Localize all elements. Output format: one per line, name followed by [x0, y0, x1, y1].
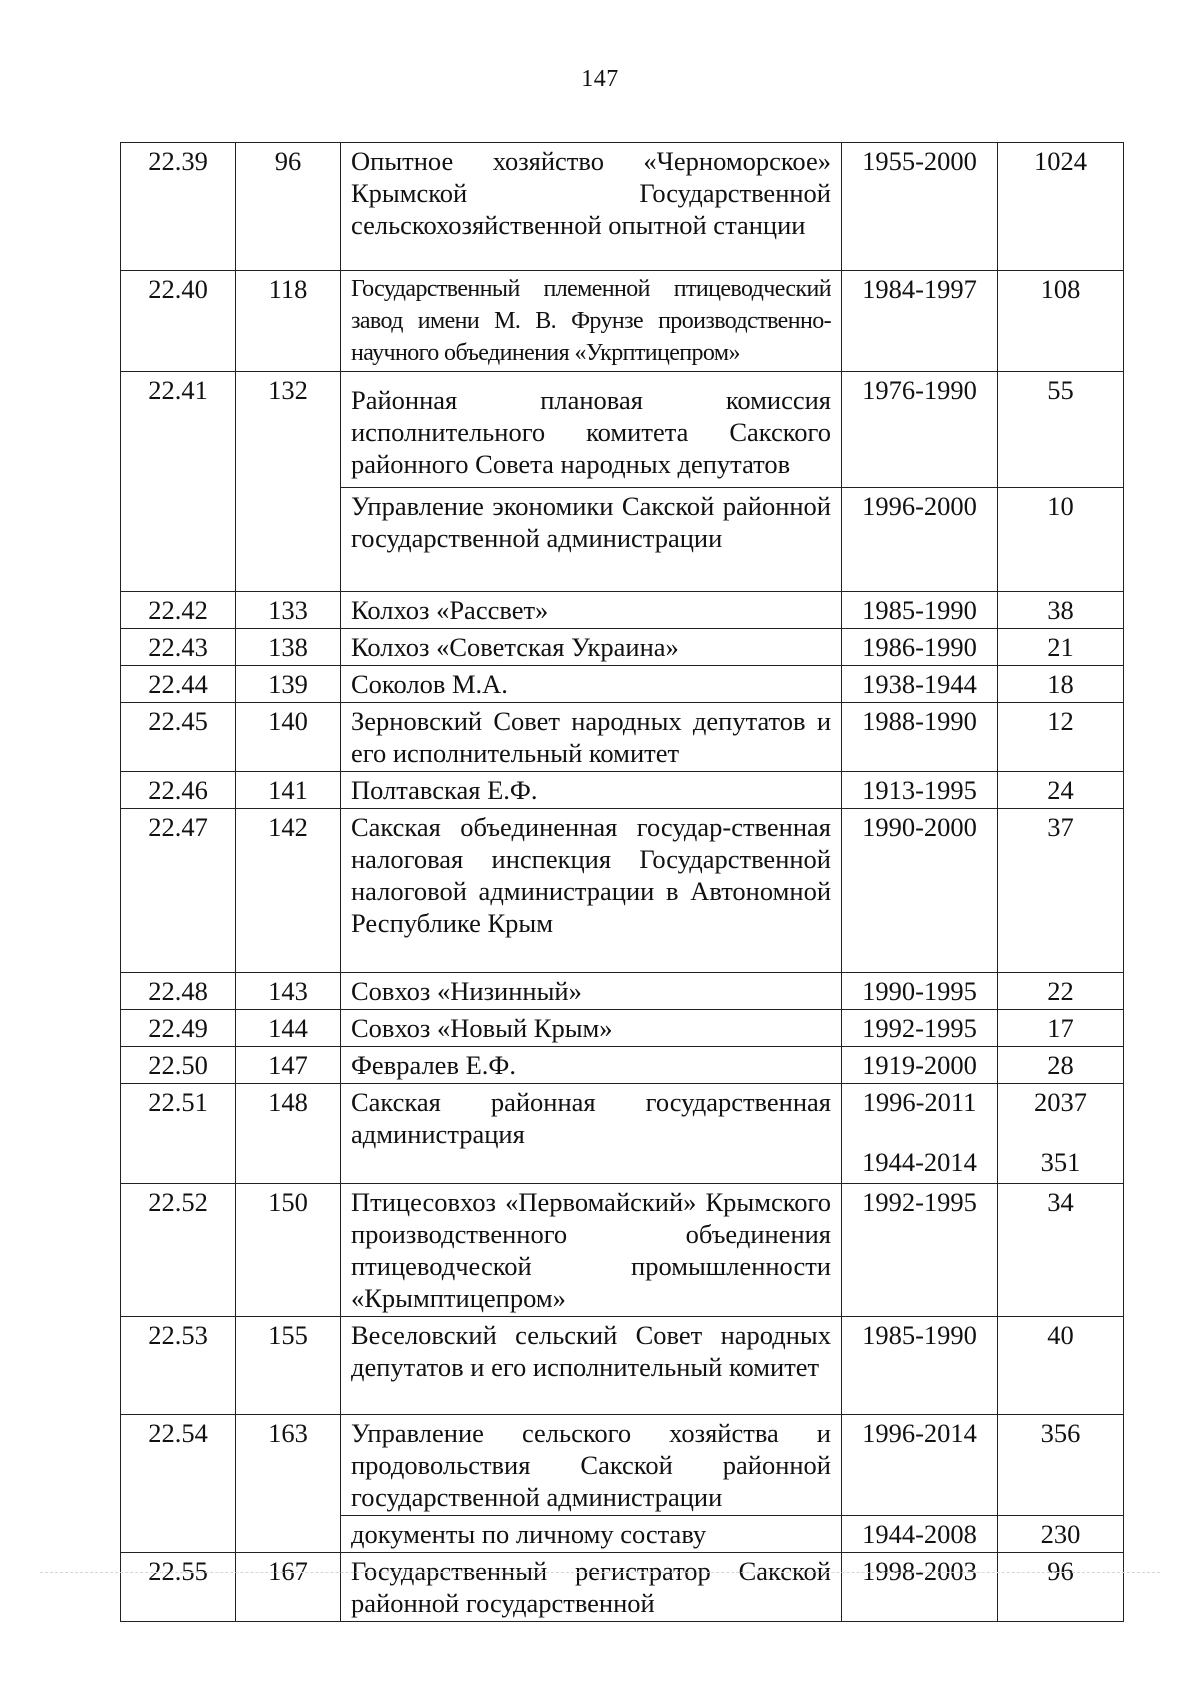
fund-name: Сакская районная государственная администрация [351, 1087, 831, 1149]
fund-number: 148 [268, 1087, 308, 1117]
item-count: 17 [1047, 1013, 1074, 1043]
fund-number: 138 [268, 632, 308, 662]
date-range: 1990-1995 [862, 976, 977, 1006]
table-row [121, 592, 1124, 629]
table-row [121, 1415, 1124, 1516]
item-count: 22 [1047, 976, 1074, 1006]
scan-artifact-divider [40, 1572, 1160, 1573]
table-row [121, 1084, 1124, 1184]
record-number: 22.45 [148, 706, 208, 736]
date-range: 1998-2003 [862, 1556, 977, 1586]
date-range: 1913-1995 [862, 775, 977, 805]
archive-fund-table [120, 142, 1124, 1622]
table-row [121, 271, 1124, 372]
date-range: 1986-1990 [862, 632, 977, 662]
fund-number: 150 [268, 1187, 308, 1217]
fund-number: 96 [274, 146, 302, 176]
record-number: 22.54 [148, 1418, 208, 1448]
record-number: 22.51 [148, 1087, 208, 1117]
fund-number: 143 [268, 976, 308, 1006]
date-range-personnel: 1944-2014 [862, 1147, 977, 1177]
table-row [121, 1010, 1124, 1047]
table-row [121, 666, 1124, 703]
fund-number: 118 [268, 274, 308, 304]
fund-name: Февралев Е.Ф. [351, 1050, 516, 1080]
table-row [121, 1553, 1124, 1622]
fund-name: Сакская объединенная государ-ственная налоговая инспекция Государственной налоговой администрации в Автономной Республике Крым [351, 812, 831, 938]
record-number: 22.41 [148, 375, 208, 405]
item-count: 1024 [1034, 146, 1087, 176]
record-number: 22.43 [148, 632, 208, 662]
date-range [842, 1084, 997, 1178]
date-range: 1984-1997 [862, 274, 977, 304]
fund-name: Государственный регистратор Сакской районной государственной [351, 1556, 831, 1618]
table-row [121, 809, 1124, 973]
fund-number: 155 [268, 1320, 308, 1350]
date-range: 1976-1990 [862, 375, 977, 405]
item-count: 38 [1047, 595, 1074, 625]
item-count-primary: 2037 [1034, 1087, 1087, 1117]
table-row [121, 372, 1124, 488]
record-number: 22.39 [148, 146, 208, 176]
item-count: 24 [1047, 775, 1074, 805]
table-row [121, 772, 1124, 809]
item-count: 34 [1047, 1187, 1074, 1217]
item-count: 12 [1047, 706, 1074, 736]
table-row [121, 1184, 1124, 1317]
record-number: 22.52 [148, 1187, 208, 1217]
item-count [998, 1084, 1123, 1178]
date-range: 1996-2014 [862, 1418, 977, 1448]
date-range: 1992-1995 [862, 1013, 977, 1043]
fund-number: 140 [268, 706, 308, 736]
fund-number: 163 [268, 1418, 308, 1448]
date-range: 1944-2008 [862, 1519, 977, 1549]
date-range: 1919-2000 [862, 1050, 977, 1080]
table-row [121, 703, 1124, 772]
record-number: 22.48 [148, 976, 208, 1006]
item-count: 18 [1047, 669, 1074, 699]
fund-name: Совхоз «Низинный» [351, 976, 582, 1006]
item-count-personnel: 351 [1040, 1147, 1081, 1177]
fund-name: Районная плановая комиссия исполнительного комитета Сакского районного Совета народных депутатов [351, 385, 831, 479]
date-range: 1996-2000 [862, 491, 977, 521]
item-count: 21 [1047, 632, 1074, 662]
record-number: 22.42 [148, 595, 208, 625]
fund-name: Управление экономики Сакской районной государственной администрации [351, 491, 831, 553]
fund-number: 141 [268, 775, 308, 805]
item-count: 40 [1047, 1320, 1074, 1350]
fund-name: документы по личному составу [351, 1519, 707, 1549]
fund-name: Полтавская Е.Ф. [351, 775, 538, 805]
record-number: 22.40 [148, 274, 208, 304]
record-number: 22.46 [148, 775, 208, 805]
fund-name: Веселовский сельский Совет народных депутатов и его исполнительный комитет [351, 1320, 831, 1382]
item-count: 37 [1047, 812, 1074, 842]
fund-name: Совхоз «Новый Крым» [351, 1013, 613, 1043]
table-row [121, 1317, 1124, 1415]
record-number: 22.44 [148, 669, 208, 699]
date-range-primary: 1996-2011 [862, 1087, 977, 1117]
table-row [121, 629, 1124, 666]
item-count: 10 [1047, 491, 1074, 521]
item-count: 55 [1047, 375, 1074, 405]
date-range: 1938-1944 [862, 669, 977, 699]
item-count: 230 [1040, 1519, 1081, 1549]
date-range: 1985-1990 [862, 595, 977, 625]
table-row [121, 1047, 1124, 1084]
record-number: 22.55 [148, 1556, 208, 1586]
fund-name: Зерновский Совет народных депутатов и его исполнительный комитет [351, 706, 831, 768]
record-number: 22.53 [148, 1320, 208, 1350]
record-number: 22.49 [148, 1013, 208, 1043]
fund-number: 144 [268, 1013, 308, 1043]
fund-number: 132 [268, 375, 308, 405]
fund-name: Колхоз «Советская Украина» [351, 632, 679, 662]
fund-name: Управление сельского хозяйства и продовольствия Сакской районной государственной администрации [351, 1418, 831, 1512]
fund-number: 147 [268, 1050, 308, 1080]
fund-number: 142 [268, 812, 308, 842]
fund-number: 139 [268, 669, 308, 699]
fund-name: Колхоз «Рассвет» [351, 595, 549, 625]
item-count: 356 [1040, 1418, 1081, 1448]
fund-number: 167 [268, 1556, 308, 1586]
item-count: 108 [1040, 274, 1081, 304]
fund-name: Птицесовхоз «Первомайский» Крымского производственного объединения птицеводческой промышленности «Крымптицепром» [351, 1187, 831, 1313]
table-row [121, 143, 1124, 271]
fund-number: 133 [268, 595, 308, 625]
record-number: 22.50 [148, 1050, 208, 1080]
date-range: 1988-1990 [862, 706, 977, 736]
date-range: 1990-2000 [862, 812, 977, 842]
record-number: 22.47 [148, 812, 208, 842]
fund-name: Государственный племенной птицеводческий завод имени М. В. Фрунзе производственно-научного объединения «Укрптицепром» [351, 276, 831, 366]
date-range: 1992-1995 [862, 1187, 977, 1217]
date-range: 1955-2000 [862, 146, 977, 176]
fund-name: Опытное хозяйство «Черноморское» Крымской Государственной сельскохозяйственной опытной станции [351, 146, 831, 240]
page-number: 147 [581, 66, 619, 92]
table-row [121, 973, 1124, 1010]
item-count: 28 [1047, 1050, 1074, 1080]
date-range: 1985-1990 [862, 1320, 977, 1350]
fund-name: Соколов М.А. [351, 669, 508, 699]
item-count: 96 [1047, 1556, 1074, 1586]
